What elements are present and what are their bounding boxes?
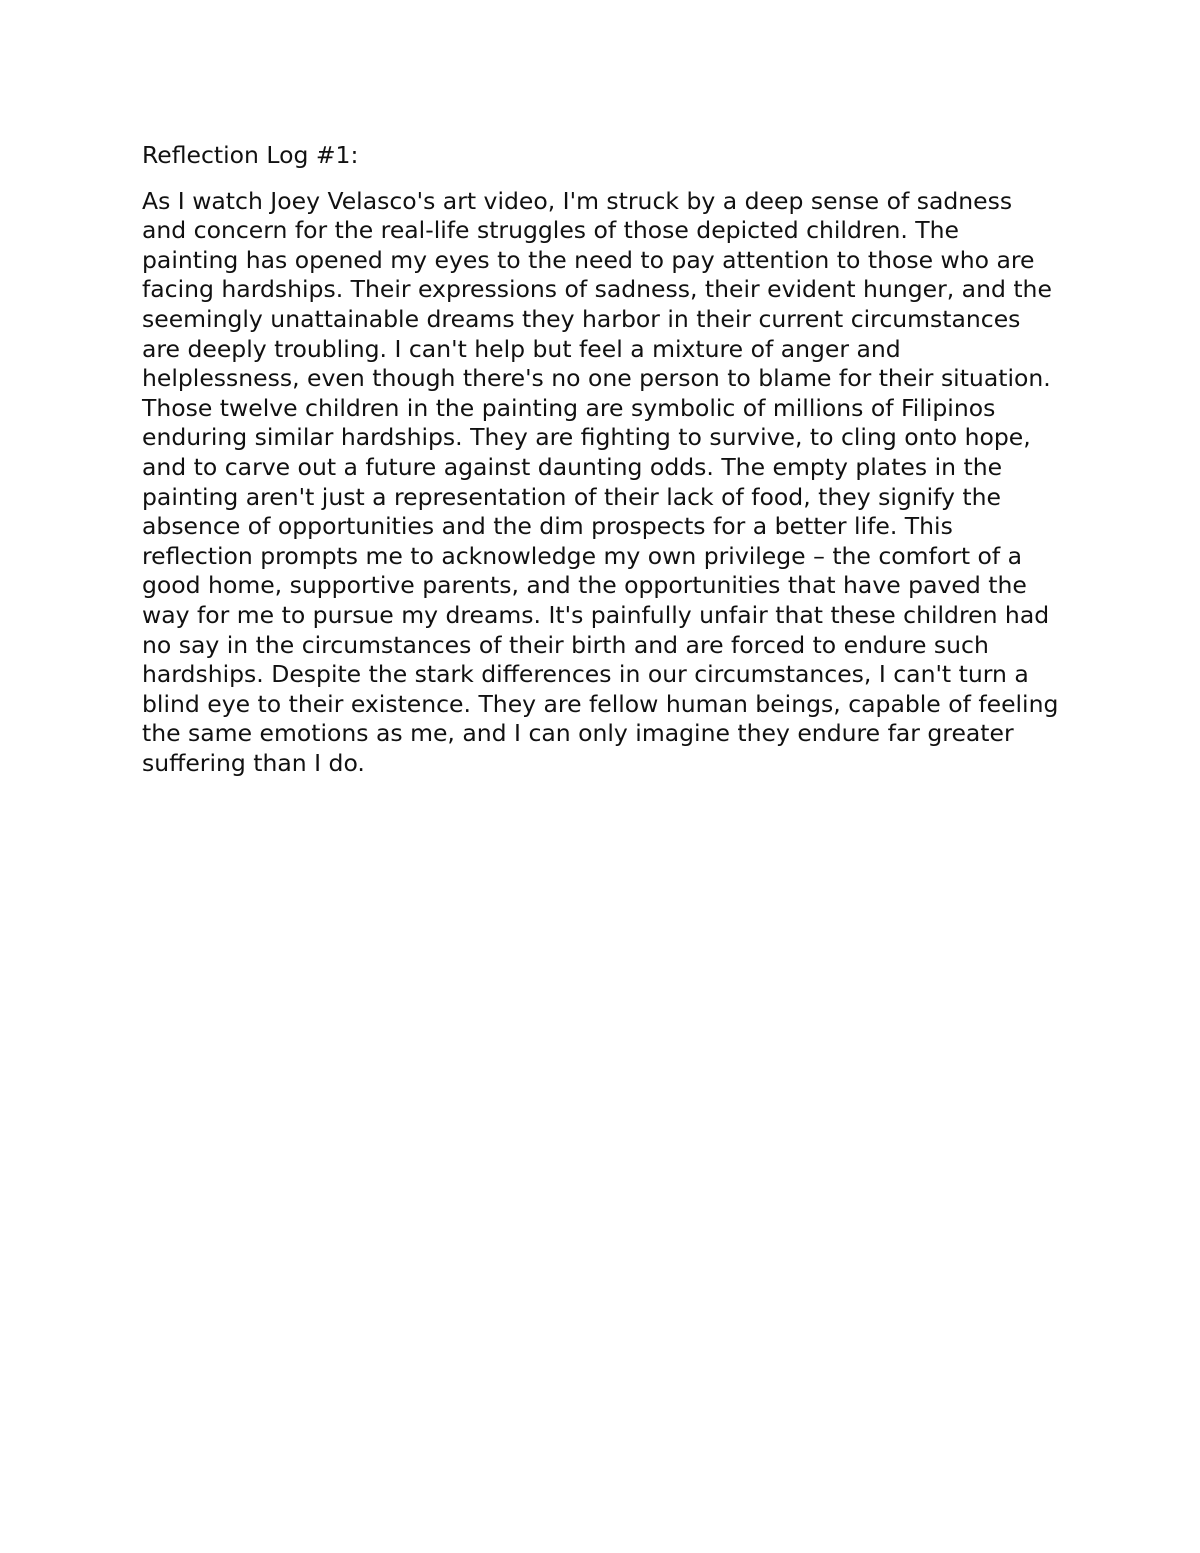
paragraph-line: are deeply troubling. I can't help but feel a mixture of anger and [142, 334, 901, 363]
paragraph-line: seemingly unattainable dreams they harbor in their current circumstances [142, 304, 1021, 333]
paragraph-line: and concern for the real-life struggles of those depicted children. The [142, 216, 960, 245]
paragraph-line: absence of opportunities and the dim prospects for a better life. This [142, 512, 953, 541]
paragraph-line: good home, supportive parents, and the opportunities that have paved the [142, 571, 1027, 600]
paragraph-line: facing hardships. Their expressions of sadness, their evident hunger, and the [142, 275, 1052, 304]
reflection-paragraph [142, 187, 1072, 779]
paragraph-line: painting aren't just a representation of their lack of food, they signify the [142, 482, 1001, 511]
paragraph-line: the same emotions as me, and I can only imagine they endure far greater [142, 719, 1014, 748]
paragraph-line: painting has opened my eyes to the need to pay attention to those who are [142, 245, 1035, 274]
paragraph-line: As I watch Joey Velasco's art video, I'm struck by a deep sense of sadness [142, 186, 1013, 215]
paragraph-line: Those twelve children in the painting are symbolic of millions of Filipinos [142, 393, 996, 422]
paragraph-line: blind eye to their existence. They are fellow human beings, capable of feeling [142, 689, 1059, 718]
paragraph-line: way for me to pursue my dreams. It's painfully unfair that these children had [142, 600, 1050, 629]
document-content [142, 141, 1072, 778]
paragraph-line: suffering than I do. [142, 748, 365, 777]
paragraph-line: enduring similar hardships. They are fighting to survive, to cling onto hope, [142, 423, 1031, 452]
paragraph-line: and to carve out a future against daunting odds. The empty plates in the [142, 452, 1003, 481]
page-title: Reflection Log #1: [142, 141, 359, 169]
paragraph-line: hardships. Despite the stark differences in our circumstances, I can't turn a [142, 660, 1029, 689]
paragraph-line: reflection prompts me to acknowledge my own privilege – the comfort of a [142, 541, 1023, 570]
paragraph-line: helplessness, even though there's no one person to blame for their situation. [142, 364, 1051, 393]
paragraph-line: no say in the circumstances of their birth and are forced to endure such [142, 630, 989, 659]
